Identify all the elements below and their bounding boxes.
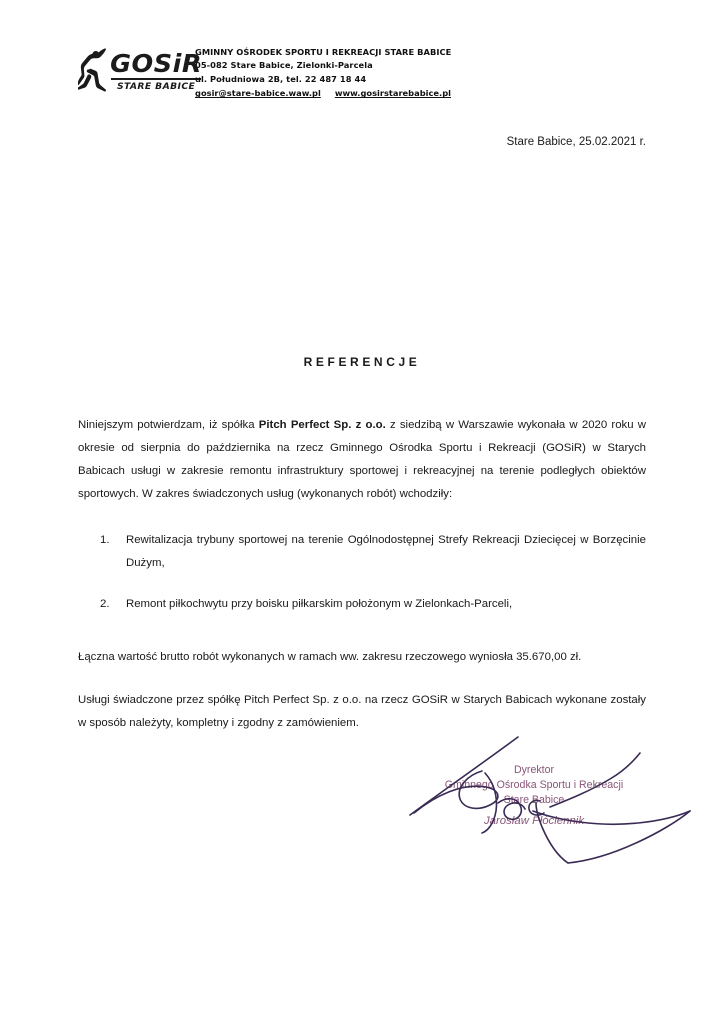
address-line-2: ul. Południowa 2B, tel. 22 487 18 44 (195, 73, 367, 84)
logo-brand-text: GOSiR (110, 49, 203, 79)
website-link[interactable]: www.gosirstarebabice.pl (334, 88, 451, 99)
signature-block (390, 735, 720, 875)
document-body (78, 414, 646, 735)
signature-stamp-text (410, 763, 658, 808)
list-item-text: Rewitalizacja trybuny sportowej na terenie Ogólnodostępnej Strefy Rekreacji Dziecięcej w Borzęcinie Dużym, (126, 533, 646, 569)
intro-part-2: z siedzibą w Warszawie wykonała w 2020 roku w okresie od sierpnia do października na rzecz Gminnego Ośrodka Sportu i Rekreacji (GOSiR) w Starych Babicach usługi w zakresie remontu infrastruktury sportowej i rekreacyjnej na terenie podległych obiektów sportowych. W zakres świadczonych usług (wykonanych robót) wchodziły: (78, 419, 646, 501)
date-line: Stare Babice, 25.02.2021 r. (506, 136, 646, 148)
gosir-logo (78, 44, 203, 94)
list-item (78, 529, 646, 575)
intro-paragraph (78, 414, 646, 507)
intro-part-1: Niniejszym potwierdzam, iż spółka (78, 419, 259, 431)
closing-paragraph: Usługi świadczone przez spółkę Pitch Perfect Sp. z o.o. na rzecz GOSiR w Starych Babicach wykonane zostały w sposób należyty, kompletny i zgodny z zamówieniem. (78, 694, 646, 730)
letterhead (78, 44, 451, 101)
scope-list (78, 529, 646, 616)
list-item (78, 593, 646, 616)
contact-links (195, 87, 451, 100)
address-line-1: 05-082 Stare Babice, Zielonki-Parcela (195, 60, 373, 71)
signatory-name: Jarosław Płóciennik (483, 815, 585, 827)
gosir-logo-wordmark (111, 51, 201, 91)
list-item-number: 1. (100, 533, 110, 546)
total-value-paragraph: Łączna wartość brutto robót wykonanych w ramach ww. zakresu rzeczowego wyniosła 35.670,00 zł. (78, 650, 582, 663)
email-link[interactable]: gosir@stare-babice.waw.pl (195, 88, 321, 99)
stamp-line-location: Stare Babice (503, 794, 565, 807)
running-figure-icon (78, 48, 108, 94)
document-title: REFERENCJE (303, 355, 421, 369)
stamp-line-organization: Gminnego Ośrodka Sportu i Rekreacji (444, 779, 624, 792)
organization-name: GMINNY OŚRODEK SPORTU I REKREACJI STARE BABICE (195, 47, 452, 57)
stamp-line-director: Dyrektor (513, 764, 555, 776)
letterhead-address (195, 44, 451, 101)
list-item-number: 2. (100, 597, 110, 610)
logo-subtitle-text: STARE BABICE (111, 78, 201, 91)
list-item-text: Remont piłkochwytu przy boisku piłkarskim położonym w Zielonkach-Parceli, (126, 597, 513, 610)
company-name: Pitch Perfect Sp. z o.o. (258, 419, 386, 431)
